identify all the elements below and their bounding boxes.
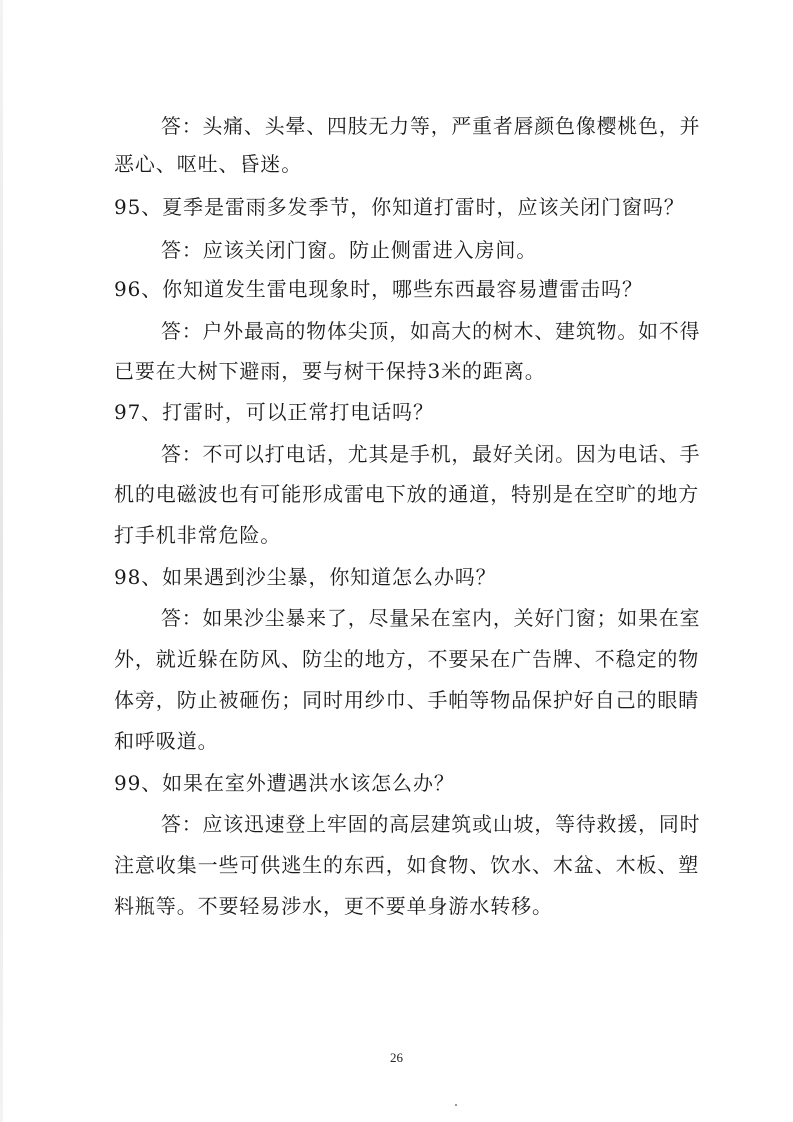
answer-99-line-3: 料瓶等。不要轻易涉水，更不要单身游水转移。 [114, 894, 553, 918]
answer-98-line-4: 和呼吸道。 [114, 729, 219, 753]
answer-96-line-1: 答：户外最高的物体尖顶，如高大的树木、建筑物。如不得 [161, 319, 701, 343]
answer-99-line-2: 注意收集一些可供逃生的东西，如食物、饮水、木盆、木板、塑 [114, 853, 700, 877]
answer-94-line-2: 恶心、呕吐、昏迷。 [114, 152, 303, 176]
question-99: 99、如果在室外遭遇洪水该怎么办？ [114, 771, 455, 795]
question-98: 98、如果遇到沙尘暴，你知道怎么办吗？ [114, 565, 497, 589]
answer-98-line-2: 外，就近躲在防风、防尘的地方，不要呆在广告牌、不稳定的物 [114, 647, 700, 671]
scan-speck [455, 1104, 457, 1106]
answer-97-line-3: 打手机非常危险。 [114, 523, 282, 547]
scan-edge [0, 0, 3, 1122]
question-97: 97、打雷时，可以正常打电话吗？ [114, 400, 434, 424]
answer-94-line-1: 答：头痛、头晕、四肢无力等，严重者唇颜色像樱桃色，并 [161, 114, 701, 138]
answer-98-line-1: 答：如果沙尘暴来了，尽量呆在室内，关好门窗；如果在室 [161, 606, 701, 630]
answer-95-line-1: 答：应该关闭门窗。防止侧雷进入房间。 [161, 238, 538, 262]
answer-97-line-1: 答：不可以打电话，尤其是手机，最好关闭。因为电话、手 [161, 442, 701, 466]
page-number: 26 [390, 1050, 403, 1065]
answer-97-line-2: 机的电磁波也有可能形成雷电下放的通道，特别是在空旷的地方 [114, 482, 700, 506]
answer-99-line-1: 答：应该迅速登上牢固的高层建筑或山坡，等待救援，同时 [161, 812, 701, 836]
answer-98-line-3: 体旁，防止被砸伤；同时用纱巾、手帕等物品保护好自己的眼睛 [114, 688, 700, 712]
answer-96-line-2: 已要在大树下避雨，要与树干保持3米的距离。 [114, 359, 546, 383]
question-96: 96、你知道发生雷电现象时，哪些东西最容易遭雷击吗？ [114, 277, 643, 301]
question-95: 95、夏季是雷雨多发季节，你知道打雷时，应该关闭门窗吗？ [114, 195, 685, 219]
